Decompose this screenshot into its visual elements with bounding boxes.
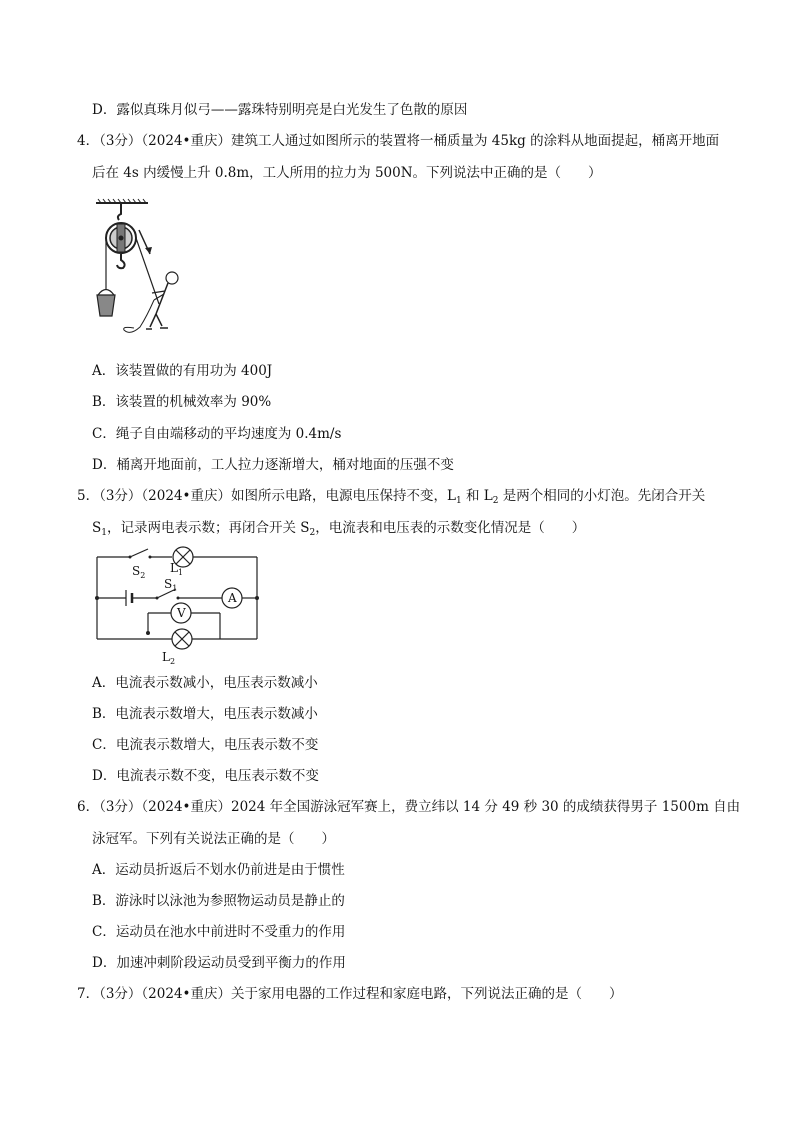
q5-stem-line2: $S_1$，记录两电表示数；再闭合开关 $S_2$，电流表和电压表的示数变化情况是（ ）: [92, 520, 586, 538]
q4-stem-line1: 4．（3分）（2024•重庆）建筑工人通过如图所示的装置将一桶质量为 45kg 的涂料从地面提起，桶离开地面: [77, 133, 720, 149]
pulley-figure: [92, 196, 192, 342]
circuit-figure: [92, 545, 262, 667]
q5-option-a: A．电流表示数减小，电压表示数减小: [92, 675, 318, 691]
q6-stem-line2: 泳冠军。下列有关说法正确的是（ ）: [92, 831, 335, 847]
ammeter-label: A: [228, 591, 237, 605]
q4-option-a: A．该装置做的有用功为 400J: [92, 363, 273, 379]
q6-stem-line1: 6．（3分）（2024•重庆）2024 年全国游泳冠军赛上，费立纬以 14 分 49 秒 30 的成绩获得男子 1500m 自由: [77, 799, 741, 815]
l2-label: $L_2$: [162, 650, 176, 666]
q5-option-c: C．电流表示数增大，电压表示数不变: [92, 737, 319, 753]
voltmeter-label: V: [177, 606, 186, 620]
s1-label: $S_1$: [164, 577, 178, 593]
q7-stem-line1: 7．（3分）（2024•重庆）关于家用电器的工作过程和家庭电路，下列说法正确的是（ ）: [77, 986, 623, 1002]
l1-label: $L_1$: [170, 561, 184, 577]
q4-option-c: C．绳子自由端移动的平均速度为 0.4m/s: [92, 426, 342, 442]
q4-option-d: D．桶离开地面前，工人拉力逐渐增大，桶对地面的压强不变: [92, 457, 454, 473]
q6-option-d: D．加速冲刺阶段运动员受到平衡力的作用: [92, 955, 346, 971]
q5-option-b: B．电流表示数增大，电压表示数减小: [92, 706, 318, 722]
q6-option-b: B．游泳时以泳池为参照物运动员是静止的: [92, 893, 345, 909]
q6-option-a: A．运动员折返后不划水仍前进是由于惯性: [92, 862, 345, 878]
s2-label: $S_2$: [132, 564, 146, 580]
q3-option-d: D．露似真珠月似弓——露珠特别明亮是白光发生了色散的原因: [92, 102, 468, 118]
q6-option-c: C．运动员在池水中前进时不受重力的作用: [92, 924, 346, 940]
q5-option-d: D．电流表示数不变，电压表示数不变: [92, 768, 319, 784]
q4-stem-line2: 后在 4s 内缓慢上升 0.8m，工人所用的拉力为 500N。下列说法中正确的是（ ）: [92, 165, 602, 181]
q5-stem-line1: 5．（3分）（2024•重庆）如图所示电路，电源电压保持不变，$L_1$ 和 $L_2$ 是两个相同的小灯泡。先闭合开关: [77, 488, 706, 506]
q4-option-b: B．该装置的机械效率为 90%: [92, 394, 272, 410]
